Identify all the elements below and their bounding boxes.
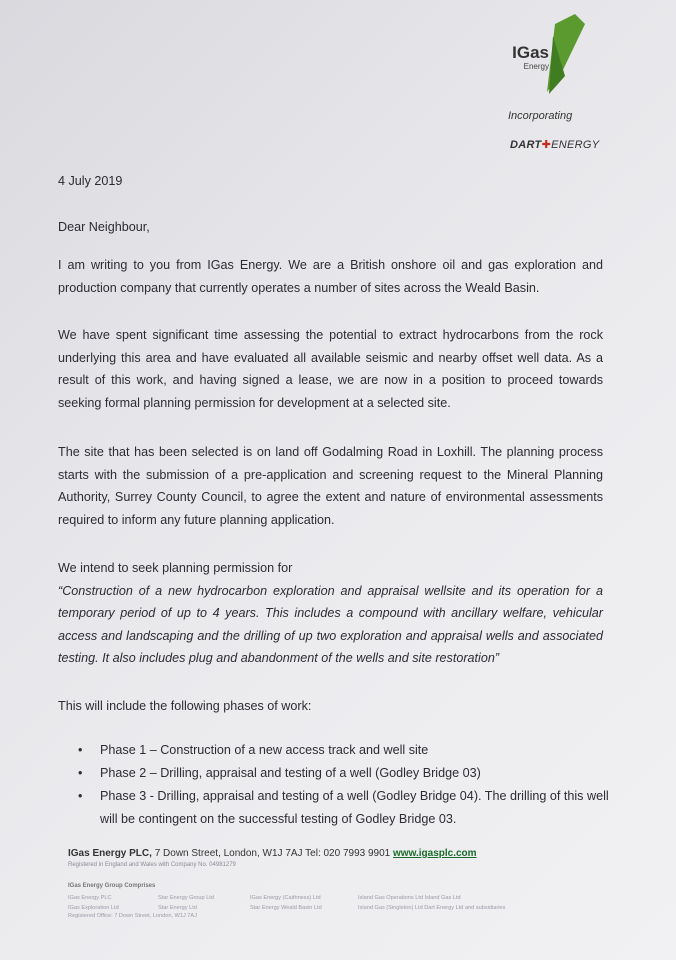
paragraph-2: We have spent significant time assessing the potential to extract hydrocarbons from the rock underlying this area and have evaluated all available seismic and nearby offset well data. As a result of this work, and having signed a lease, we are now in a position to proceed towards seeking formal planning permission for development at a selected site. — [58, 328, 603, 410]
footer-group-entry: Island Gas (Singleton) Ltd Dart Energy Ltd and subsidiaries — [358, 905, 506, 911]
footer-registration: Registered in England and Wales with Company No. 04981279 — [68, 862, 236, 868]
list-item — [78, 739, 618, 762]
planning-quote: “Construction of a new hydrocarbon exploration and appraisal wellsite and its operation for a temporary period of up to 4 years. This includes a compound with ancillary welfare, vehicular access and landscaping and the drilling of up two exploration and appraisal wells and associated testing. It also includes plug and abandonment of the wells and site restoration” — [58, 583, 603, 665]
dart-star-icon: ✚ — [541, 139, 552, 151]
footer-group-title: IGas Energy Group Comprises — [68, 883, 156, 889]
letter-greeting: Dear Neighbour, — [58, 220, 150, 234]
phase-text: Phase 3 - Drilling, appraisal and testing of a well (Godley Bridge 04). The drilling of this well will be contingent on the successful testing of Godley Bridge 03. — [100, 789, 609, 826]
list-item — [78, 762, 618, 785]
phases-intro: This will include the following phases of work: — [58, 699, 312, 713]
dart-left: DART — [510, 139, 542, 151]
footer-group-entry: Star Energy Ltd — [158, 905, 197, 911]
igas-logo — [505, 14, 585, 94]
footer-group-entry: Star Energy Weald Basin Ltd — [250, 905, 322, 911]
dart-right: ENERGY — [551, 139, 600, 151]
bullet-icon: • — [78, 766, 83, 780]
footer-registered-office: Registered Office: 7 Down Street, London, W1J 7AJ — [68, 913, 197, 919]
paragraph-3: The site that has been selected is on land off Godalming Road in Loxhill. The planning process starts with the submission of a pre-application and screening request to the Mineral Planning Authority, Surrey County Council, to agree the extent and nature of environmental assessments required to inform any future planning application. — [58, 445, 603, 527]
footer-group-entry: Island Gas Operations Ltd Island Gas Ltd — [358, 895, 461, 901]
paragraph-4 — [58, 557, 603, 670]
footer-website-link[interactable]: www.igasplc.com — [393, 848, 477, 859]
footer-group-entry: IGas Exploration Ltd — [68, 905, 119, 911]
logo-name: IGas — [512, 43, 549, 62]
dart-energy-logo — [510, 138, 599, 151]
incorporating-label: Incorporating — [508, 110, 573, 122]
paragraph-1: I am writing to you from IGas Energy. We are a British onshore oil and gas exploration and production company that currently operates a number of sites across the Weald Basin. — [58, 258, 603, 295]
footer-contact — [68, 848, 477, 859]
footer-company: IGas Energy PLC, — [68, 848, 152, 859]
footer-group-entry: Star Energy Group Ltd — [158, 895, 214, 901]
bullet-icon: • — [78, 743, 83, 757]
logo-text — [505, 44, 549, 71]
bullet-icon: • — [78, 789, 83, 803]
phase-text: Phase 1 – Construction of a new access track and well site — [100, 743, 429, 757]
letter-date: 4 July 2019 — [58, 174, 123, 188]
footer-group-entry: IGas Energy PLC — [68, 895, 112, 901]
footer-address: 7 Down Street, London, W1J 7AJ Tel: 020 7993 9901 — [151, 848, 394, 859]
paragraph-4-intro: We intend to seek planning permission for — [58, 561, 293, 575]
phase-text: Phase 2 – Drilling, appraisal and testing of a well (Godley Bridge 03) — [100, 766, 481, 780]
logo-sub: Energy — [523, 62, 549, 71]
phases-list — [78, 739, 618, 831]
list-item — [78, 785, 618, 831]
footer-group-entry: IGas Energy (Caithness) Ltd — [250, 895, 321, 901]
